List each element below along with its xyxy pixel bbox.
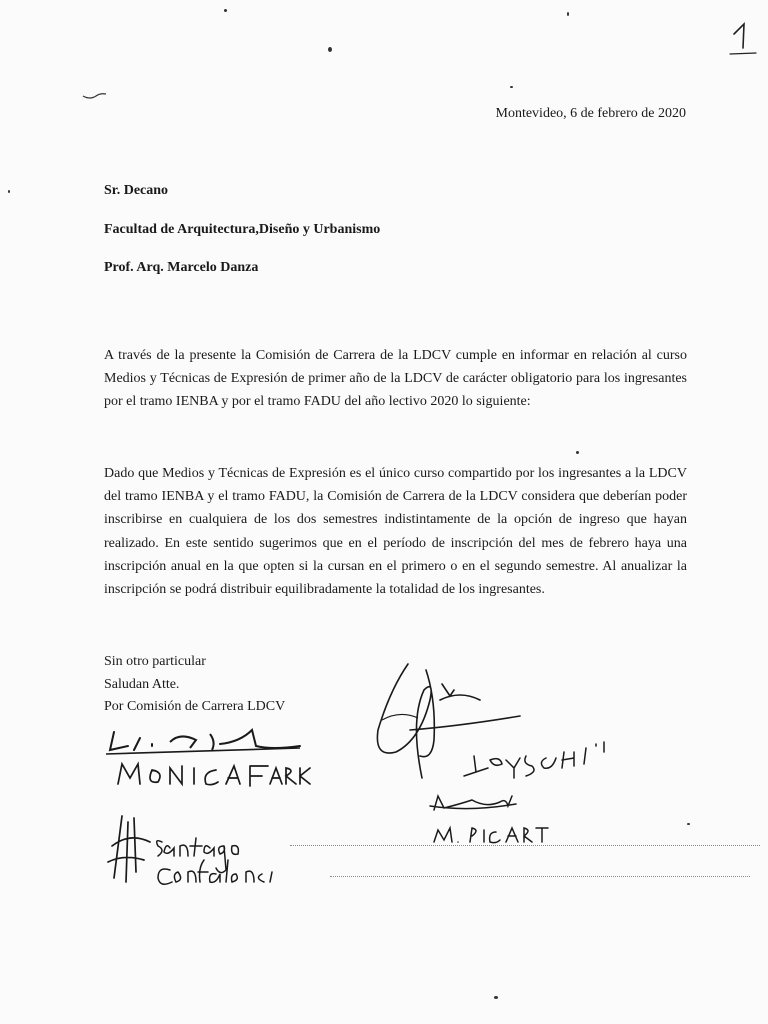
addressee-title: Sr. Decano [104,183,169,198]
scan-dotted-line [290,845,760,846]
signature-picart [420,786,550,848]
addressee-institution: Facultad de Arquitectura,Diseño y Urbanismo [104,222,381,237]
scan-speck [224,9,227,12]
closing-line-1: Sin otro particular [104,654,206,669]
signature-farkas [100,722,315,794]
place-date: Montevideo, 6 de febrero de 2020 [495,106,686,121]
scan-speck [687,823,690,825]
signature-picart-drawing [420,786,550,848]
scan-dotted-line [330,876,750,877]
handwritten-page-number [728,18,758,58]
scan-speck [576,451,579,454]
addressee-name: Prof. Arq. Marcelo Danza [104,260,259,275]
closing-block [104,651,285,719]
scan-speck [494,996,498,999]
scan-speck [510,86,513,88]
closing-line-3: Por Comisión de Carrera LDCV [104,699,286,714]
body-paragraph-2: Dado que Medios y Técnicas de Expresión es el único curso compartido por los ingresantes a la LDCV del tramo IENBA y el tramo FADU, la Comisión de Carrera de la LDCV considera que deberían poder inscribirse en cualquiera de los dos semestres indistintamente de la opción de ingreso que hayan realizado. En este sentido sugerimos que en el período de inscripción del mes de febrero haya una inscripción anual en la que opten si la cursan en el primero o en el segundo semestre. Al anualizar la inscripción se podrá distribuir equilibradamente la totalidad de los ingresantes. [104,466,687,598]
scan-mark [82,90,108,104]
closing-line-2: Saludan Atte. [104,676,180,692]
signature-toyeschi-drawing [370,660,620,800]
scan-speck [328,47,332,52]
signature-confalonieri-drawing [104,812,279,892]
signature-confalonieri [104,812,279,892]
body-paragraph-1: A través de la presente la Comisión de Carrera de la LDCV cumple en informar en relación al curso Medios y Técnicas de Expresión de primer año de la LDCV de carácter obligatorio para los ingresantes por el tramo IENBA y por el tramo FADU del año lectivo 2020 lo siguiente: [104,348,687,410]
scan-speck [567,12,569,16]
scan-speck [8,190,10,193]
signature-toyeschi [370,660,620,800]
signature-farkas-drawing [100,722,315,794]
